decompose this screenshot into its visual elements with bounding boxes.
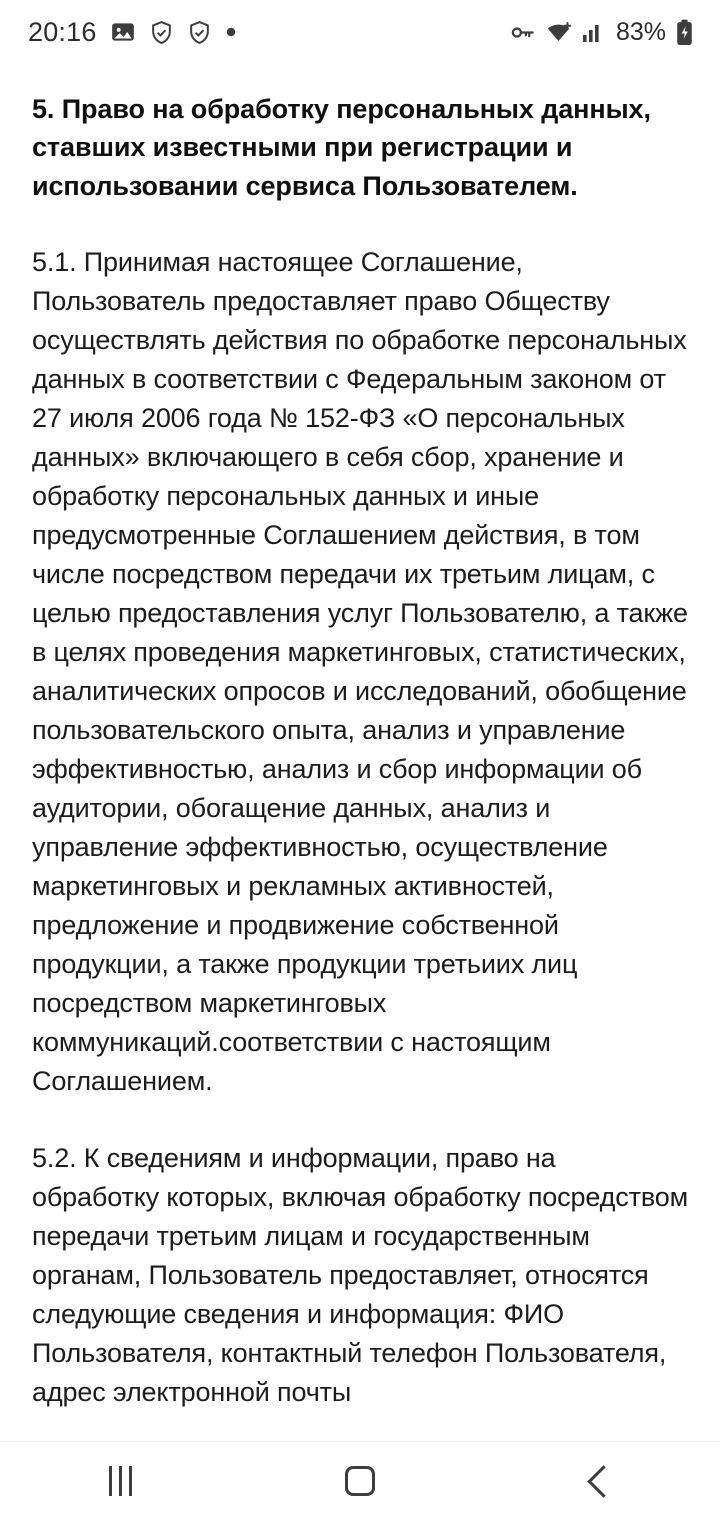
wifi-icon xyxy=(545,19,572,46)
recents-button[interactable] xyxy=(60,1442,180,1520)
battery-percentage: 83% xyxy=(615,17,666,46)
signal-icon xyxy=(581,19,605,45)
status-bar xyxy=(0,0,720,64)
shield-icon xyxy=(149,20,174,45)
android-navigation-bar xyxy=(0,1441,720,1520)
home-button[interactable] xyxy=(300,1442,420,1520)
battery-charging-icon xyxy=(675,19,694,46)
dot-icon xyxy=(225,26,237,38)
paragraph-5-1: 5.1. Принимая настоящее Соглашение, Пользователь предоставляет право Обществу осуществлять действия по обработке персональных данных в соответствии с Федеральным законом от 27 июля 2006 года № 152-ФЗ «О персональных данных» включающего в себя сбор, хранение и обработку персональных данных и иные предусмотренные Соглашением действия, в том числе посредством передачи их третьим лицам, с целью предоставления услуг Пользователю, а также в целях проведения маркетинговых, статистических, аналитических опросов и исследований, обобщение пользовательского опыта, анализ и управление эффективностью, анализ и сбор информации об аудитории, обогащение данных, анализ и управление эффективностью, осуществление маркетинговых и рекламных активностей, предложение и продвижение собственной продукции, а также продукции третьиих лиц посредством маркетинговых коммуникаций.соответствии с настоящим Соглашением. xyxy=(32,246,688,1096)
document-scroll-area[interactable] xyxy=(0,64,720,1442)
status-bar-left xyxy=(28,17,237,48)
shield-icon xyxy=(187,20,212,45)
status-bar-clock: 20:16 xyxy=(28,16,97,47)
paragraph-5-2: 5.2. К сведениям и информации, право на обработку которых, включая обработку посредством передачи третьим лицам и государственным органам, Пользователь предоставляет, относятся следующие сведения и информация: ФИО Пользователя, контактный телефон Пользователя, адрес электронной почты xyxy=(32,1142,689,1407)
vpn-key-icon xyxy=(509,19,536,46)
back-button[interactable] xyxy=(540,1442,660,1520)
home-icon xyxy=(345,1466,375,1496)
image-icon xyxy=(110,19,136,45)
back-icon xyxy=(587,1465,620,1498)
section-heading: 5. Право на обработку персональных данных, ставших известными при регистрации и использовании сервиса Пользователем. xyxy=(32,94,651,201)
recents-icon xyxy=(109,1466,132,1496)
status-bar-right xyxy=(509,18,694,47)
